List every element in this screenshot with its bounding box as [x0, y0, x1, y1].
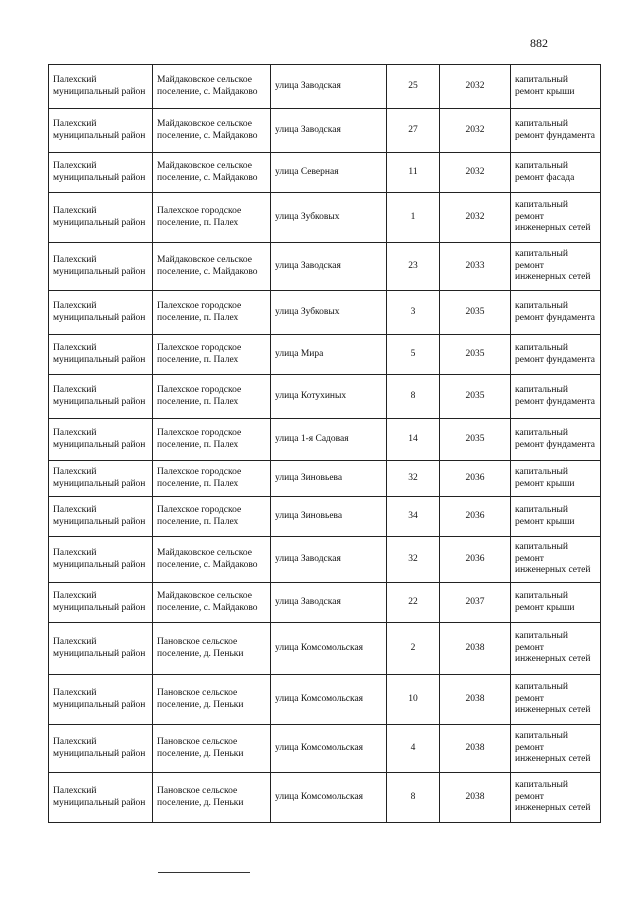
settlement-cell: Палехское городское поселение, п. Палех: [153, 419, 271, 461]
year-cell: 2035: [440, 335, 511, 375]
house-number-cell: 23: [387, 243, 440, 291]
table-row: [49, 375, 601, 419]
work-type-cell: капитальный ремонт крыши: [511, 65, 601, 109]
table-row: [49, 109, 601, 153]
house-number-cell: 27: [387, 109, 440, 153]
house-number-cell: 8: [387, 773, 440, 823]
work-type-cell: капитальный ремонт крыши: [511, 461, 601, 497]
year-cell: 2036: [440, 461, 511, 497]
year-cell: 2038: [440, 623, 511, 675]
work-type-cell: капитальный ремонт фундамента: [511, 291, 601, 335]
house-number-cell: 14: [387, 419, 440, 461]
district-cell: Палехский муниципальный район: [49, 193, 153, 243]
table-row: [49, 65, 601, 109]
table-row: [49, 291, 601, 335]
year-cell: 2037: [440, 583, 511, 623]
work-type-cell: капитальный ремонт фундамента: [511, 109, 601, 153]
year-cell: 2032: [440, 193, 511, 243]
year-cell: 2038: [440, 725, 511, 773]
street-cell: улица Заводская: [271, 583, 387, 623]
district-cell: Палехский муниципальный район: [49, 419, 153, 461]
work-type-cell: капитальный ремонт фундамента: [511, 419, 601, 461]
settlement-cell: Майдаковское сельское поселение, с. Майдаково: [153, 583, 271, 623]
house-number-cell: 4: [387, 725, 440, 773]
district-cell: Палехский муниципальный район: [49, 497, 153, 537]
district-cell: Палехский муниципальный район: [49, 109, 153, 153]
work-type-cell: капитальный ремонт инженерных сетей: [511, 193, 601, 243]
district-cell: Палехский муниципальный район: [49, 675, 153, 725]
work-type-cell: капитальный ремонт крыши: [511, 583, 601, 623]
district-cell: Палехский муниципальный район: [49, 65, 153, 109]
district-cell: Палехский муниципальный район: [49, 461, 153, 497]
table-row: [49, 153, 601, 193]
work-type-cell: капитальный ремонт инженерных сетей: [511, 243, 601, 291]
settlement-cell: Палехское городское поселение, п. Палех: [153, 375, 271, 419]
district-cell: Палехский муниципальный район: [49, 583, 153, 623]
work-type-cell: капитальный ремонт инженерных сетей: [511, 725, 601, 773]
street-cell: улица Заводская: [271, 109, 387, 153]
street-cell: улица Зиновьева: [271, 461, 387, 497]
table-row: [49, 419, 601, 461]
street-cell: улица 1-я Садовая: [271, 419, 387, 461]
settlement-cell: Майдаковское сельское поселение, с. Майдаково: [153, 153, 271, 193]
settlement-cell: Палехское городское поселение, п. Палех: [153, 193, 271, 243]
house-number-cell: 10: [387, 675, 440, 725]
street-cell: улица Зубковых: [271, 291, 387, 335]
year-cell: 2035: [440, 419, 511, 461]
table-row: [49, 725, 601, 773]
street-cell: улица Заводская: [271, 537, 387, 583]
district-cell: Палехский муниципальный район: [49, 537, 153, 583]
settlement-cell: Пановское сельское поселение, д. Пеньки: [153, 725, 271, 773]
street-cell: улица Комсомольская: [271, 725, 387, 773]
page-number: 882: [530, 36, 548, 50]
settlement-cell: Майдаковское сельское поселение, с. Майдаково: [153, 537, 271, 583]
year-cell: 2038: [440, 675, 511, 725]
year-cell: 2032: [440, 65, 511, 109]
house-number-cell: 25: [387, 65, 440, 109]
house-number-cell: 22: [387, 583, 440, 623]
work-type-cell: капитальный ремонт крыши: [511, 497, 601, 537]
year-cell: 2032: [440, 153, 511, 193]
table-row: [49, 193, 601, 243]
street-cell: улица Зиновьева: [271, 497, 387, 537]
district-cell: Палехский муниципальный район: [49, 375, 153, 419]
district-cell: Палехский муниципальный район: [49, 153, 153, 193]
street-cell: улица Заводская: [271, 65, 387, 109]
work-type-cell: капитальный ремонт инженерных сетей: [511, 773, 601, 823]
work-type-cell: капитальный ремонт инженерных сетей: [511, 623, 601, 675]
table-row: [49, 583, 601, 623]
year-cell: 2038: [440, 773, 511, 823]
settlement-cell: Пановское сельское поселение, д. Пеньки: [153, 773, 271, 823]
year-cell: 2035: [440, 375, 511, 419]
table-row: [49, 623, 601, 675]
house-number-cell: 32: [387, 461, 440, 497]
street-cell: улица Комсомольская: [271, 675, 387, 725]
settlement-cell: Майдаковское сельское поселение, с. Майдаково: [153, 65, 271, 109]
district-cell: Палехский муниципальный район: [49, 243, 153, 291]
settlement-cell: Палехское городское поселение, п. Палех: [153, 291, 271, 335]
table-row: [49, 675, 601, 725]
house-number-cell: 32: [387, 537, 440, 583]
house-number-cell: 11: [387, 153, 440, 193]
street-cell: улица Мира: [271, 335, 387, 375]
table-row: [49, 335, 601, 375]
house-number-cell: 1: [387, 193, 440, 243]
settlement-cell: Палехское городское поселение, п. Палех: [153, 335, 271, 375]
work-type-cell: капитальный ремонт инженерных сетей: [511, 675, 601, 725]
street-cell: улица Котухиных: [271, 375, 387, 419]
house-number-cell: 5: [387, 335, 440, 375]
work-type-cell: капитальный ремонт фундамента: [511, 375, 601, 419]
street-cell: улица Северная: [271, 153, 387, 193]
house-number-cell: 34: [387, 497, 440, 537]
district-cell: Палехский муниципальный район: [49, 623, 153, 675]
year-cell: 2035: [440, 291, 511, 335]
house-number-cell: 3: [387, 291, 440, 335]
year-cell: 2033: [440, 243, 511, 291]
housing-repair-table: [48, 64, 601, 823]
house-number-cell: 8: [387, 375, 440, 419]
table-row: [49, 243, 601, 291]
settlement-cell: Палехское городское поселение, п. Палех: [153, 497, 271, 537]
street-cell: улица Комсомольская: [271, 773, 387, 823]
table-body: [49, 65, 601, 823]
table-row: [49, 537, 601, 583]
table-row: [49, 497, 601, 537]
work-type-cell: капитальный ремонт инженерных сетей: [511, 537, 601, 583]
table-row: [49, 773, 601, 823]
district-cell: Палехский муниципальный район: [49, 725, 153, 773]
district-cell: Палехский муниципальный район: [49, 335, 153, 375]
settlement-cell: Майдаковское сельское поселение, с. Майдаково: [153, 109, 271, 153]
house-number-cell: 2: [387, 623, 440, 675]
work-type-cell: капитальный ремонт фасада: [511, 153, 601, 193]
settlement-cell: Пановское сельское поселение, д. Пеньки: [153, 623, 271, 675]
footer-divider: [158, 872, 250, 873]
district-cell: Палехский муниципальный район: [49, 773, 153, 823]
settlement-cell: Пановское сельское поселение, д. Пеньки: [153, 675, 271, 725]
street-cell: улица Заводская: [271, 243, 387, 291]
district-cell: Палехский муниципальный район: [49, 291, 153, 335]
year-cell: 2036: [440, 497, 511, 537]
settlement-cell: Палехское городское поселение, п. Палех: [153, 461, 271, 497]
year-cell: 2036: [440, 537, 511, 583]
street-cell: улица Комсомольская: [271, 623, 387, 675]
table-row: [49, 461, 601, 497]
year-cell: 2032: [440, 109, 511, 153]
work-type-cell: капитальный ремонт фундамента: [511, 335, 601, 375]
settlement-cell: Майдаковское сельское поселение, с. Майдаково: [153, 243, 271, 291]
street-cell: улица Зубковых: [271, 193, 387, 243]
